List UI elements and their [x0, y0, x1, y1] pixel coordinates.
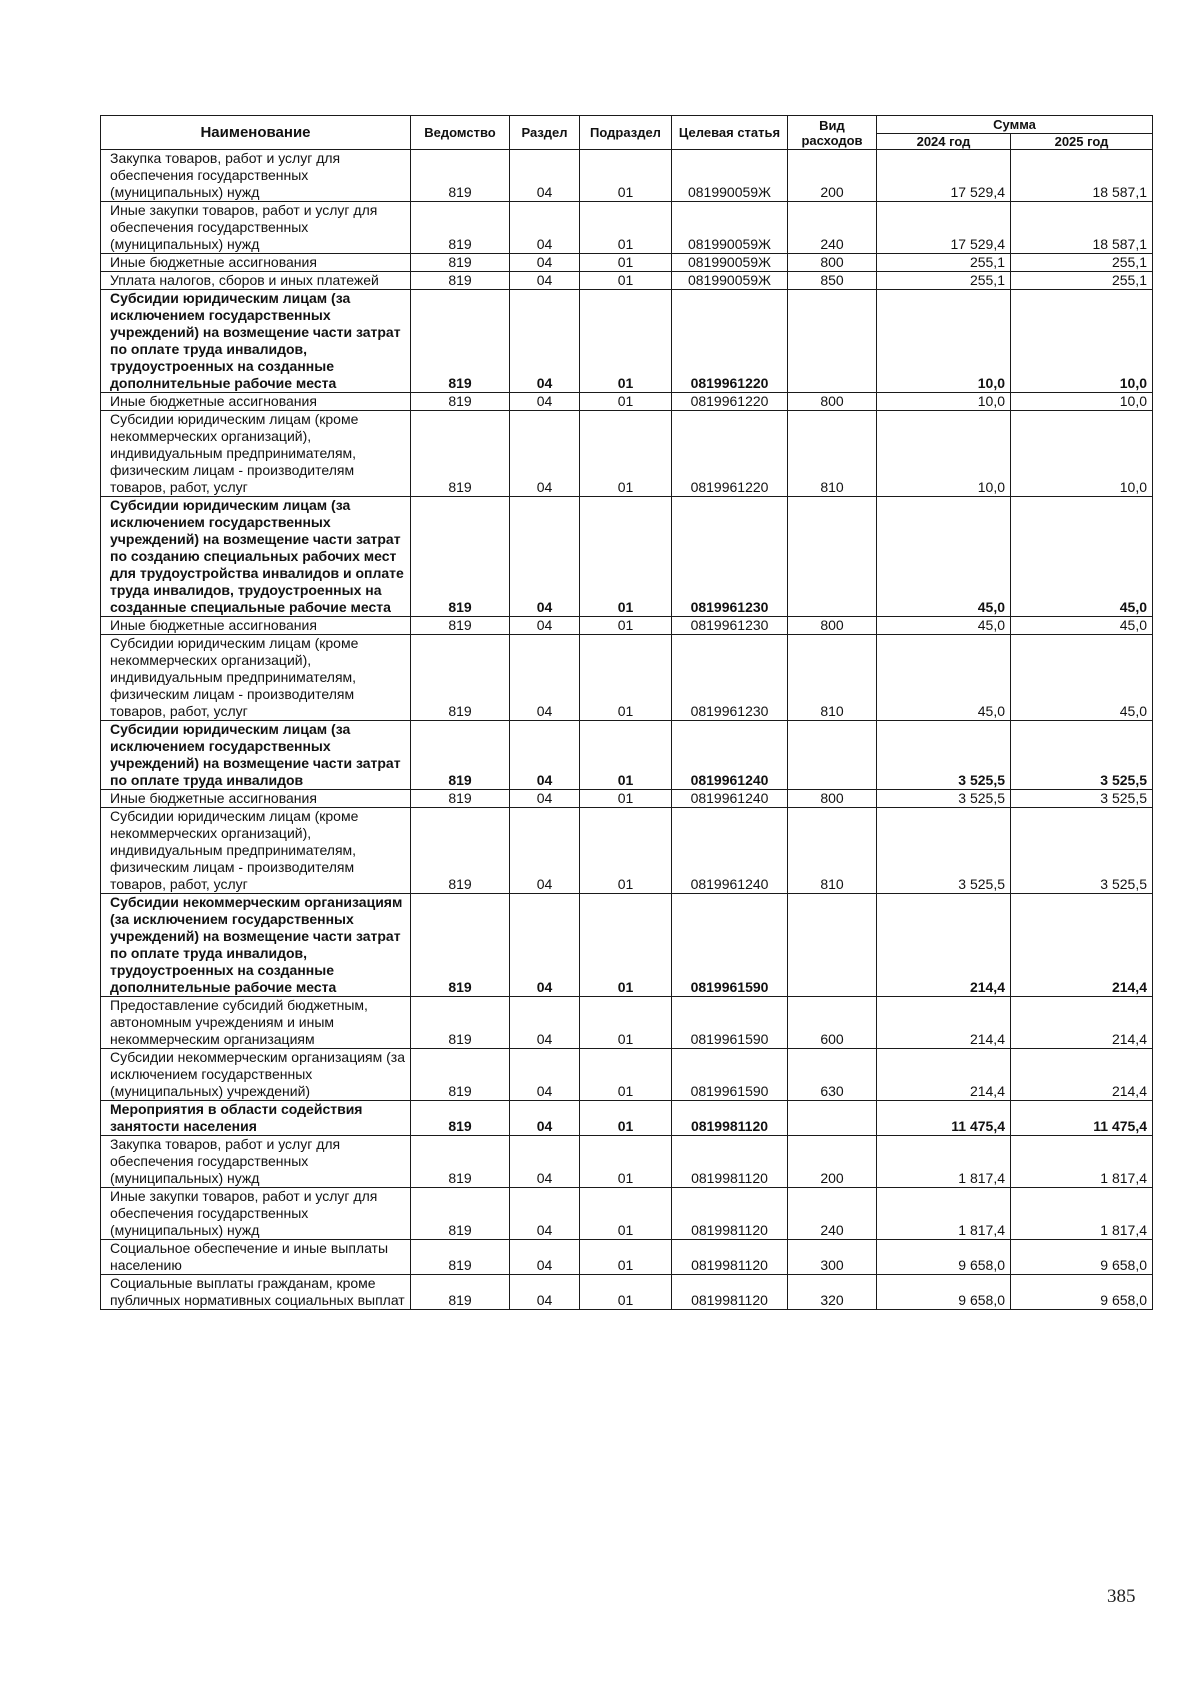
cell-department: 819	[411, 411, 510, 497]
table-row	[101, 290, 1153, 393]
table-row	[101, 1240, 1153, 1275]
cell-name: Уплата налогов, сборов и иных платежей	[101, 272, 411, 290]
cell-name: Социальное обеспечение и иные выплаты населению	[101, 1240, 411, 1275]
cell-sum-2024: 45,0	[877, 497, 1011, 617]
cell-department: 819	[411, 393, 510, 411]
table-row	[101, 411, 1153, 497]
table-row	[101, 617, 1153, 635]
cell-expense-type: 240	[788, 202, 877, 254]
cell-name: Субсидии юридическим лицам (за исключением государственных учреждений) на возмещение части затрат по созданию специальных рабочих мест для трудоустройства инвалидов и оплате труда инвалидов, трудоустроенных на созданные специальные рабочие места	[101, 497, 411, 617]
cell-sum-2024: 9 658,0	[877, 1275, 1011, 1310]
cell-expense-type: 200	[788, 150, 877, 202]
cell-name: Субсидии некоммерческим организациям (за исключением государственных (муниципальных) учреждений)	[101, 1049, 411, 1101]
cell-target-item: 0819961230	[672, 497, 788, 617]
cell-target-item: 0819961590	[672, 997, 788, 1049]
cell-expense-type: 810	[788, 411, 877, 497]
cell-section: 04	[510, 1101, 580, 1136]
cell-subsection: 01	[580, 808, 672, 894]
cell-section: 04	[510, 894, 580, 997]
cell-name: Иные бюджетные ассигнования	[101, 254, 411, 272]
cell-expense-type: 240	[788, 1188, 877, 1240]
cell-name: Социальные выплаты гражданам, кроме публичных нормативных социальных выплат	[101, 1275, 411, 1310]
header-name: Наименование	[101, 116, 411, 150]
cell-sum-2024: 1 817,4	[877, 1136, 1011, 1188]
cell-target-item: 0819961240	[672, 808, 788, 894]
cell-sum-2025: 9 658,0	[1011, 1275, 1153, 1310]
cell-sum-2024: 9 658,0	[877, 1240, 1011, 1275]
cell-department: 819	[411, 894, 510, 997]
cell-sum-2024: 17 529,4	[877, 150, 1011, 202]
cell-expense-type: 800	[788, 393, 877, 411]
cell-section: 04	[510, 393, 580, 411]
cell-department: 819	[411, 272, 510, 290]
cell-sum-2024: 11 475,4	[877, 1101, 1011, 1136]
cell-subsection: 01	[580, 411, 672, 497]
cell-name: Иные закупки товаров, работ и услуг для обеспечения государственных (муниципальных) нужд	[101, 202, 411, 254]
cell-target-item: 0819961230	[672, 617, 788, 635]
table-row	[101, 635, 1153, 721]
cell-subsection: 01	[580, 1275, 672, 1310]
cell-sum-2025: 3 525,5	[1011, 808, 1153, 894]
cell-department: 819	[411, 1136, 510, 1188]
cell-name: Субсидии юридическим лицам (кроме некоммерческих организаций), индивидуальным предпринимателям, физическим лицам - производителям товаров, работ, услуг	[101, 411, 411, 497]
cell-section: 04	[510, 202, 580, 254]
cell-target-item: 081990059Ж	[672, 202, 788, 254]
cell-target-item: 0819961590	[672, 1049, 788, 1101]
cell-subsection: 01	[580, 635, 672, 721]
cell-subsection: 01	[580, 254, 672, 272]
cell-department: 819	[411, 1188, 510, 1240]
table-row	[101, 1049, 1153, 1101]
cell-name: Мероприятия в области содействия занятости населения	[101, 1101, 411, 1136]
cell-sum-2024: 45,0	[877, 617, 1011, 635]
cell-department: 819	[411, 635, 510, 721]
header-section: Раздел	[510, 116, 580, 150]
cell-section: 04	[510, 617, 580, 635]
cell-section: 04	[510, 1240, 580, 1275]
cell-section: 04	[510, 1275, 580, 1310]
cell-expense-type: 850	[788, 272, 877, 290]
cell-sum-2024: 255,1	[877, 254, 1011, 272]
header-expense-type: Вид расходов	[788, 116, 877, 150]
cell-subsection: 01	[580, 150, 672, 202]
table-row	[101, 808, 1153, 894]
cell-sum-2024: 17 529,4	[877, 202, 1011, 254]
cell-sum-2025: 255,1	[1011, 254, 1153, 272]
cell-section: 04	[510, 411, 580, 497]
cell-target-item: 0819981120	[672, 1188, 788, 1240]
cell-target-item: 0819961220	[672, 290, 788, 393]
cell-sum-2025: 11 475,4	[1011, 1101, 1153, 1136]
header-department: Ведомство	[411, 116, 510, 150]
cell-department: 819	[411, 1049, 510, 1101]
cell-target-item: 081990059Ж	[672, 272, 788, 290]
cell-name: Субсидии юридическим лицам (за исключением государственных учреждений) на возмещение части затрат по оплате труда инвалидов	[101, 721, 411, 790]
table-row	[101, 894, 1153, 997]
table-row	[101, 721, 1153, 790]
cell-name: Субсидии юридическим лицам (кроме некоммерческих организаций), индивидуальным предпринимателям, физическим лицам - производителям товаров, работ, услуг	[101, 635, 411, 721]
cell-department: 819	[411, 202, 510, 254]
cell-department: 819	[411, 790, 510, 808]
cell-section: 04	[510, 272, 580, 290]
cell-sum-2025: 10,0	[1011, 290, 1153, 393]
cell-target-item: 0819961230	[672, 635, 788, 721]
page-number: 385	[1107, 1586, 1136, 1607]
cell-subsection: 01	[580, 1188, 672, 1240]
cell-department: 819	[411, 1101, 510, 1136]
cell-sum-2025: 10,0	[1011, 393, 1153, 411]
cell-section: 04	[510, 497, 580, 617]
table-row	[101, 150, 1153, 202]
cell-expense-type: 810	[788, 635, 877, 721]
cell-expense-type	[788, 497, 877, 617]
table-row	[101, 1275, 1153, 1310]
cell-sum-2024: 10,0	[877, 411, 1011, 497]
cell-subsection: 01	[580, 1136, 672, 1188]
cell-sum-2024: 10,0	[877, 290, 1011, 393]
cell-subsection: 01	[580, 290, 672, 393]
cell-department: 819	[411, 1275, 510, 1310]
cell-expense-type: 800	[788, 790, 877, 808]
cell-department: 819	[411, 497, 510, 617]
cell-target-item: 0819961220	[672, 411, 788, 497]
cell-department: 819	[411, 997, 510, 1049]
cell-sum-2024: 255,1	[877, 272, 1011, 290]
cell-sum-2025: 214,4	[1011, 1049, 1153, 1101]
cell-name: Предоставление субсидий бюджетным, автономным учреждениям и иным некоммерческим организациям	[101, 997, 411, 1049]
table-row	[101, 202, 1153, 254]
cell-target-item: 0819961220	[672, 393, 788, 411]
cell-department: 819	[411, 290, 510, 393]
cell-sum-2025: 10,0	[1011, 411, 1153, 497]
cell-expense-type: 810	[788, 808, 877, 894]
cell-expense-type: 800	[788, 254, 877, 272]
table-row	[101, 790, 1153, 808]
table-row	[101, 393, 1153, 411]
cell-target-item: 0819961240	[672, 790, 788, 808]
cell-target-item: 081990059Ж	[672, 150, 788, 202]
cell-name: Иные бюджетные ассигнования	[101, 790, 411, 808]
cell-section: 04	[510, 254, 580, 272]
table-row	[101, 1101, 1153, 1136]
cell-sum-2024: 10,0	[877, 393, 1011, 411]
cell-sum-2024: 1 817,4	[877, 1188, 1011, 1240]
cell-section: 04	[510, 721, 580, 790]
table-row	[101, 1188, 1153, 1240]
cell-department: 819	[411, 808, 510, 894]
cell-sum-2025: 45,0	[1011, 497, 1153, 617]
cell-subsection: 01	[580, 617, 672, 635]
cell-sum-2025: 45,0	[1011, 617, 1153, 635]
cell-sum-2025: 18 587,1	[1011, 202, 1153, 254]
cell-section: 04	[510, 790, 580, 808]
cell-section: 04	[510, 997, 580, 1049]
cell-sum-2025: 214,4	[1011, 997, 1153, 1049]
cell-section: 04	[510, 1049, 580, 1101]
cell-subsection: 01	[580, 997, 672, 1049]
table-row	[101, 497, 1153, 617]
cell-department: 819	[411, 150, 510, 202]
table-body	[101, 150, 1153, 1310]
cell-sum-2024: 214,4	[877, 894, 1011, 997]
cell-sum-2024: 3 525,5	[877, 790, 1011, 808]
cell-sum-2025: 3 525,5	[1011, 790, 1153, 808]
table-row	[101, 997, 1153, 1049]
cell-subsection: 01	[580, 1101, 672, 1136]
header-year-2024: 2024 год	[877, 134, 1011, 150]
cell-section: 04	[510, 808, 580, 894]
header-target-item: Целевая статья	[672, 116, 788, 150]
cell-subsection: 01	[580, 497, 672, 617]
cell-section: 04	[510, 290, 580, 393]
cell-subsection: 01	[580, 202, 672, 254]
cell-target-item: 0819961240	[672, 721, 788, 790]
cell-sum-2024: 3 525,5	[877, 808, 1011, 894]
cell-target-item: 0819981120	[672, 1240, 788, 1275]
cell-expense-type: 200	[788, 1136, 877, 1188]
cell-subsection: 01	[580, 1049, 672, 1101]
cell-sum-2025: 1 817,4	[1011, 1136, 1153, 1188]
cell-name: Иные бюджетные ассигнования	[101, 617, 411, 635]
cell-subsection: 01	[580, 790, 672, 808]
cell-expense-type: 630	[788, 1049, 877, 1101]
cell-name: Закупка товаров, работ и услуг для обеспечения государственных (муниципальных) нужд	[101, 150, 411, 202]
cell-sum-2025: 9 658,0	[1011, 1240, 1153, 1275]
cell-target-item: 0819981120	[672, 1101, 788, 1136]
cell-subsection: 01	[580, 272, 672, 290]
cell-name: Субсидии юридическим лицам (за исключением государственных учреждений) на возмещение части затрат по оплате труда инвалидов, трудоустроенных на созданные дополнительные рабочие места	[101, 290, 411, 393]
header-sum: Сумма	[877, 116, 1153, 134]
cell-subsection: 01	[580, 721, 672, 790]
cell-sum-2025: 45,0	[1011, 635, 1153, 721]
cell-expense-type: 320	[788, 1275, 877, 1310]
cell-sum-2024: 45,0	[877, 635, 1011, 721]
cell-sum-2024: 214,4	[877, 997, 1011, 1049]
cell-sum-2024: 3 525,5	[877, 721, 1011, 790]
table-row	[101, 1136, 1153, 1188]
cell-expense-type: 600	[788, 997, 877, 1049]
cell-expense-type	[788, 721, 877, 790]
cell-expense-type	[788, 290, 877, 393]
cell-expense-type	[788, 1101, 877, 1136]
cell-department: 819	[411, 617, 510, 635]
cell-target-item: 0819961590	[672, 894, 788, 997]
cell-target-item: 0819981120	[672, 1275, 788, 1310]
cell-sum-2025: 214,4	[1011, 894, 1153, 997]
cell-expense-type: 300	[788, 1240, 877, 1275]
table-row	[101, 254, 1153, 272]
cell-section: 04	[510, 150, 580, 202]
cell-name: Субсидии юридическим лицам (кроме некоммерческих организаций), индивидуальным предпринимателям, физическим лицам - производителям товаров, работ, услуг	[101, 808, 411, 894]
header-subsection: Подраздел	[580, 116, 672, 150]
cell-department: 819	[411, 721, 510, 790]
cell-section: 04	[510, 1136, 580, 1188]
cell-name: Закупка товаров, работ и услуг для обеспечения государственных (муниципальных) нужд	[101, 1136, 411, 1188]
cell-expense-type	[788, 894, 877, 997]
cell-department: 819	[411, 254, 510, 272]
cell-name: Субсидии некоммерческим организациям (за исключением государственных учреждений) на возмещение части затрат по оплате труда инвалидов, трудоустроенных на созданные дополнительные рабочие места	[101, 894, 411, 997]
cell-section: 04	[510, 1188, 580, 1240]
cell-department: 819	[411, 1240, 510, 1275]
cell-sum-2025: 3 525,5	[1011, 721, 1153, 790]
cell-name: Иные бюджетные ассигнования	[101, 393, 411, 411]
budget-table	[100, 115, 1153, 1310]
cell-sum-2025: 18 587,1	[1011, 150, 1153, 202]
cell-name: Иные закупки товаров, работ и услуг для обеспечения государственных (муниципальных) нужд	[101, 1188, 411, 1240]
header-year-2025: 2025 год	[1011, 134, 1153, 150]
cell-subsection: 01	[580, 393, 672, 411]
cell-subsection: 01	[580, 1240, 672, 1275]
table-row	[101, 272, 1153, 290]
cell-subsection: 01	[580, 894, 672, 997]
cell-target-item: 081990059Ж	[672, 254, 788, 272]
cell-target-item: 0819981120	[672, 1136, 788, 1188]
cell-sum-2025: 1 817,4	[1011, 1188, 1153, 1240]
cell-expense-type: 800	[788, 617, 877, 635]
cell-sum-2024: 214,4	[877, 1049, 1011, 1101]
cell-section: 04	[510, 635, 580, 721]
cell-sum-2025: 255,1	[1011, 272, 1153, 290]
